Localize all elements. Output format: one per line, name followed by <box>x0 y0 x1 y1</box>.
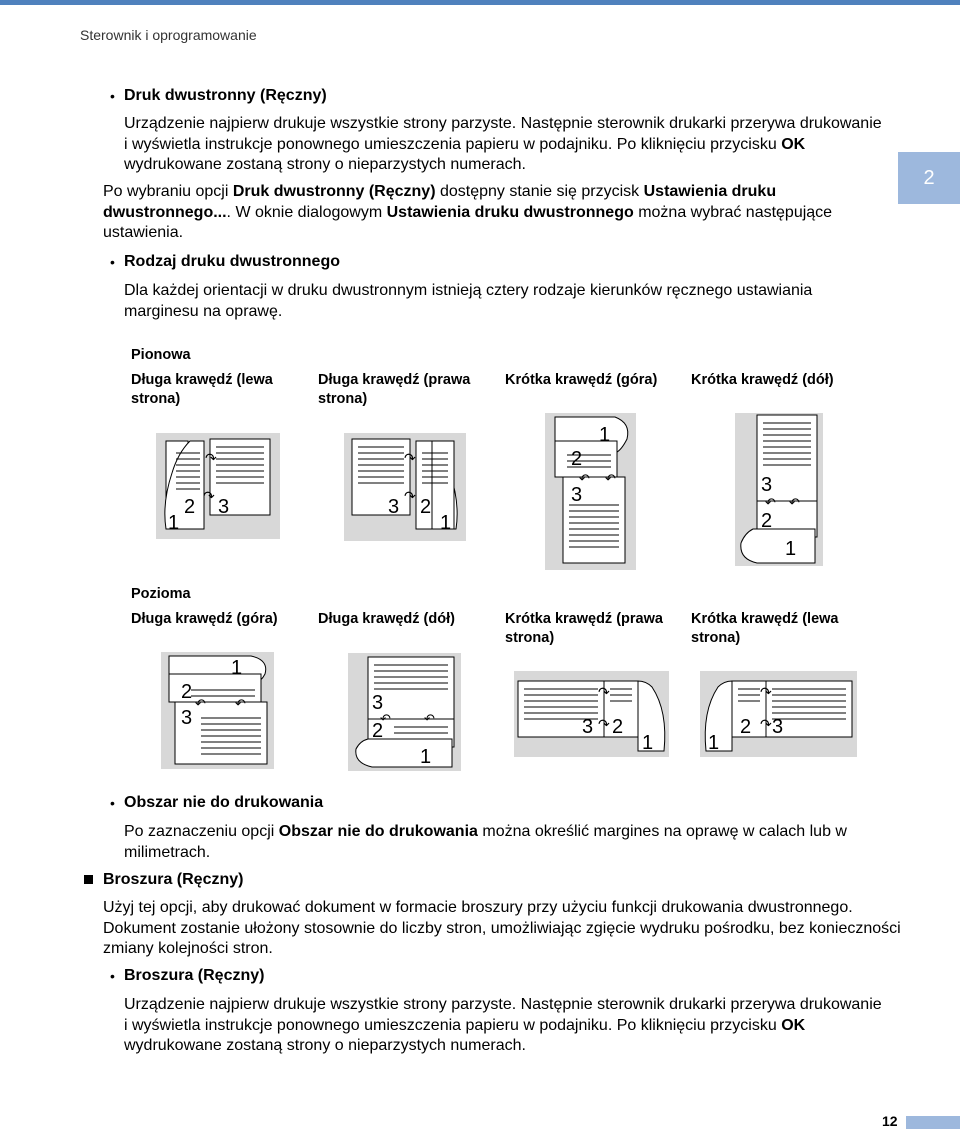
figure-landscape-short-edge-left <box>700 671 857 757</box>
page-number-two: 2 <box>181 681 193 703</box>
landscape-label: Krótka krawędź (prawa strona) <box>505 611 663 646</box>
running-header: Sterownik i oprogramowanie <box>80 27 257 43</box>
portrait-label: Krótka krawędź (góra) <box>505 372 658 388</box>
portrait-heading: Pionowa <box>131 347 191 363</box>
figure-portrait-short-edge-bottom <box>735 413 823 566</box>
chapter-tab: 2 <box>898 152 960 204</box>
svg-text:↶: ↶ <box>235 696 246 711</box>
svg-text:↷: ↷ <box>760 716 772 732</box>
landscape-label: Krótka krawędź (lewa strona) <box>691 611 839 646</box>
bullet-title-duplex-type: Rodzaj druku dwustronnego <box>124 253 340 270</box>
svg-text:↶: ↶ <box>605 471 616 486</box>
page-number-two: 2 <box>612 716 624 738</box>
paragraph: Po wybraniu opcji Druk dwustronny (Ręczny) dostępny stanie się przycisk Ustawienia druku dwustronnego.... W oknie dialogowym Ustawienia druku dwustronnego można wybrać następujące ustawienia. <box>103 183 833 241</box>
page-number-three: 3 <box>571 484 583 506</box>
page-number-three: 3 <box>761 474 773 496</box>
page-number-one: 1 <box>599 424 611 446</box>
figure-portrait-long-edge-right <box>344 433 466 541</box>
bullet-title-booklet-manual: Broszura (Ręczny) <box>124 967 265 984</box>
svg-text:↶: ↶ <box>424 711 435 726</box>
svg-text:↷: ↷ <box>404 488 416 504</box>
landscape-heading: Pozioma <box>131 586 191 602</box>
page-number-one: 1 <box>168 512 180 534</box>
page-number-one: 1 <box>785 538 797 560</box>
bullet-glyph: • <box>110 88 115 104</box>
figure-landscape-long-edge-top <box>161 652 274 769</box>
portrait-label: Długa krawędź (lewa strona) <box>131 372 273 407</box>
page-number-one: 1 <box>708 732 720 754</box>
page-number-one: 1 <box>231 657 243 679</box>
figure-landscape-long-edge-bottom <box>348 653 461 771</box>
svg-text:↶: ↶ <box>765 495 776 510</box>
svg-text:↷: ↷ <box>598 684 610 700</box>
paragraph: Urządzenie najpierw drukuje wszystkie strony parzyste. Następnie sterownik drukarki przerywa drukowanie i wyświetla instrukcje ponownego umieszczenia papieru w podajniku. Po kliknięciu przycisku OK wydrukowane zostaną strony o nieparzystych numerach. <box>124 115 882 173</box>
page-number-three: 3 <box>181 707 193 729</box>
svg-text:↶: ↶ <box>195 696 206 711</box>
page-number-three: 3 <box>218 496 230 518</box>
square-bullet <box>84 875 93 884</box>
page-number-two: 2 <box>420 496 432 518</box>
page-number-one: 1 <box>642 732 654 754</box>
page-number-one: 1 <box>420 746 432 768</box>
section-title-booklet: Broszura (Ręczny) <box>103 871 244 888</box>
page-number-three: 3 <box>582 716 594 738</box>
svg-text:↶: ↶ <box>789 495 800 510</box>
figure-portrait-long-edge-left <box>156 433 280 539</box>
paragraph: Urządzenie najpierw drukuje wszystkie strony parzyste. Następnie sterownik drukarki przerywa drukowanie i wyświetla instrukcje ponownego umieszczenia papieru w podajniku. Po kliknięciu przycisku OK wydrukowane zostaną strony o nieparzystych numerach. <box>124 996 882 1054</box>
page-number-three: 3 <box>372 692 384 714</box>
svg-text:↷: ↷ <box>598 716 610 732</box>
bullet-title-manual-duplex: Druk dwustronny (Ręczny) <box>124 87 327 104</box>
figure-portrait-short-edge-top <box>545 413 636 570</box>
paragraph: Użyj tej opcji, aby drukować dokument w formacie broszury przy użyciu funkcji drukowania dwustronnego. Dokument zostanie ułożony stosownie do liczby stron, umożliwiając zgięcie wydruku pośrodku, bez konieczności zmiany kolejności stron. <box>103 899 901 957</box>
landscape-label: Długa krawędź (dół) <box>318 611 455 627</box>
bullet-glyph: • <box>110 795 115 811</box>
page-number: 12 <box>882 1113 898 1129</box>
svg-text:↶: ↶ <box>579 471 590 486</box>
top-rule <box>0 0 960 5</box>
page-number-three: 3 <box>772 716 784 738</box>
page-number-one: 1 <box>440 512 452 534</box>
figure-landscape-short-edge-right <box>514 671 669 757</box>
page-number-two: 2 <box>571 448 583 470</box>
bullet-glyph: • <box>110 254 115 270</box>
page-number-three: 3 <box>388 496 400 518</box>
page-number-two: 2 <box>761 510 773 532</box>
svg-text:↷: ↷ <box>205 450 217 466</box>
footer-bar <box>906 1116 960 1129</box>
page-number-two: 2 <box>372 720 384 742</box>
page-number-two: 2 <box>184 496 196 518</box>
svg-text:↷: ↷ <box>203 488 215 504</box>
portrait-label: Długa krawędź (prawa strona) <box>318 372 471 407</box>
svg-text:↷: ↷ <box>404 450 416 466</box>
landscape-label: Długa krawędź (góra) <box>131 611 278 627</box>
paragraph: Dla każdej orientacji w druku dwustronnym istnieją cztery rodzaje kierunków ręcznego ustawiania marginesu na oprawę. <box>124 282 813 320</box>
page-number-two: 2 <box>740 716 752 738</box>
paragraph: Po zaznaczeniu opcji Obszar nie do drukowania można określić margines na oprawę w calach lub w milimetrach. <box>124 823 847 861</box>
portrait-label: Krótka krawędź (dół) <box>691 372 834 388</box>
svg-text:↶: ↶ <box>380 711 391 726</box>
bullet-glyph: • <box>110 968 115 984</box>
svg-text:↷: ↷ <box>760 684 772 700</box>
bullet-title-non-printable: Obszar nie do drukowania <box>124 794 324 811</box>
